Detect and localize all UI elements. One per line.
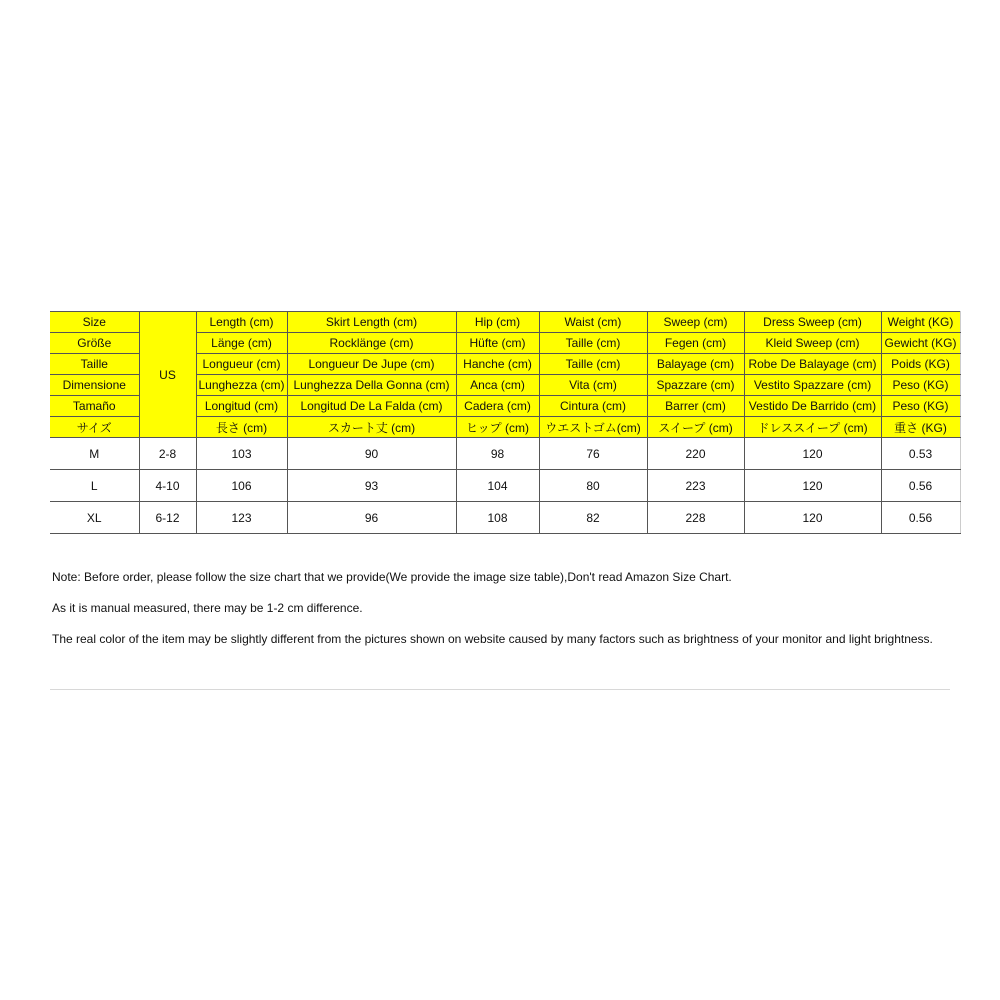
header-cell: Tamaño xyxy=(50,396,139,417)
header-cell: Lunghezza Della Gonna (cm) xyxy=(287,375,456,396)
header-cell: Longueur De Jupe (cm) xyxy=(287,354,456,375)
header-cell: Taille xyxy=(50,354,139,375)
header-cell: Dress Sweep (cm) xyxy=(744,312,881,333)
header-cell: Barrer (cm) xyxy=(647,396,744,417)
header-cell: 長さ (cm) xyxy=(196,417,287,438)
header-cell: スカート丈 (cm) xyxy=(287,417,456,438)
header-cell: Robe De Balayage (cm) xyxy=(744,354,881,375)
header-cell: Größe xyxy=(50,333,139,354)
header-row-en xyxy=(50,312,960,333)
header-cell: Dimensione xyxy=(50,375,139,396)
table-cell: 106 xyxy=(196,470,287,502)
header-cell: Hanche (cm) xyxy=(456,354,539,375)
header-cell: ウエストゴム(cm) xyxy=(539,417,647,438)
header-cell: Waist (cm) xyxy=(539,312,647,333)
header-cell: Spazzare (cm) xyxy=(647,375,744,396)
header-cell: Size xyxy=(50,312,139,333)
note-text: As it is manual measured, there may be 1-2 cm difference. xyxy=(52,601,363,615)
header-cell: ドレススイープ (cm) xyxy=(744,417,881,438)
table-cell: 76 xyxy=(539,438,647,470)
header-cell: Peso (KG) xyxy=(881,375,960,396)
table-cell: 223 xyxy=(647,470,744,502)
table-cell: 90 xyxy=(287,438,456,470)
us-header-cell: US xyxy=(139,312,196,438)
header-cell: Fegen (cm) xyxy=(647,333,744,354)
header-cell: Longueur (cm) xyxy=(196,354,287,375)
table-cell: 6-12 xyxy=(139,502,196,534)
size-chart-table xyxy=(50,311,961,534)
notes-section xyxy=(52,570,952,663)
header-cell: スイープ (cm) xyxy=(647,417,744,438)
table-cell: 96 xyxy=(287,502,456,534)
table-cell: 0.56 xyxy=(881,502,960,534)
header-cell: Length (cm) xyxy=(196,312,287,333)
table-cell: 0.53 xyxy=(881,438,960,470)
header-cell: Gewicht (KG) xyxy=(881,333,960,354)
header-cell: Peso (KG) xyxy=(881,396,960,417)
table-row xyxy=(50,470,960,502)
header-cell: Poids (KG) xyxy=(881,354,960,375)
table-cell: 103 xyxy=(196,438,287,470)
table-cell: 80 xyxy=(539,470,647,502)
header-cell: Lunghezza (cm) xyxy=(196,375,287,396)
note-text: Note: Before order, please follow the size chart that we provide(We provide the image size table),Don't read Amazon Size Chart. xyxy=(52,570,732,584)
header-cell: Vestito Spazzare (cm) xyxy=(744,375,881,396)
header-cell: Vestido De Barrido (cm) xyxy=(744,396,881,417)
table-cell: 4-10 xyxy=(139,470,196,502)
header-cell: サイズ xyxy=(50,417,139,438)
header-cell: Skirt Length (cm) xyxy=(287,312,456,333)
table-cell: 98 xyxy=(456,438,539,470)
divider xyxy=(50,689,950,690)
table-cell: 220 xyxy=(647,438,744,470)
table-cell: 0.56 xyxy=(881,470,960,502)
table-row xyxy=(50,438,960,470)
header-cell: Taille (cm) xyxy=(539,333,647,354)
table-cell: 120 xyxy=(744,470,881,502)
table-row xyxy=(50,502,960,534)
table-cell: 2-8 xyxy=(139,438,196,470)
header-cell: Balayage (cm) xyxy=(647,354,744,375)
header-cell: Vita (cm) xyxy=(539,375,647,396)
header-cell: Anca (cm) xyxy=(456,375,539,396)
header-cell: Hip (cm) xyxy=(456,312,539,333)
table-cell: M xyxy=(50,438,139,470)
table-cell: 104 xyxy=(456,470,539,502)
table-cell: 93 xyxy=(287,470,456,502)
table-cell: 120 xyxy=(744,502,881,534)
header-cell: Cintura (cm) xyxy=(539,396,647,417)
table-cell: L xyxy=(50,470,139,502)
table-cell: 82 xyxy=(539,502,647,534)
header-cell: Taille (cm) xyxy=(539,354,647,375)
header-cell: Rocklänge (cm) xyxy=(287,333,456,354)
header-cell: 重さ (KG) xyxy=(881,417,960,438)
header-cell: ヒップ (cm) xyxy=(456,417,539,438)
header-cell: Cadera (cm) xyxy=(456,396,539,417)
table-cell: 120 xyxy=(744,438,881,470)
table-cell: 228 xyxy=(647,502,744,534)
table-cell: 123 xyxy=(196,502,287,534)
table-cell: XL xyxy=(50,502,139,534)
table-cell: 108 xyxy=(456,502,539,534)
header-cell: Kleid Sweep (cm) xyxy=(744,333,881,354)
header-cell: Longitud (cm) xyxy=(196,396,287,417)
header-cell: Länge (cm) xyxy=(196,333,287,354)
header-cell: Sweep (cm) xyxy=(647,312,744,333)
header-cell: Hüfte (cm) xyxy=(456,333,539,354)
header-cell: Weight (KG) xyxy=(881,312,960,333)
header-cell: Longitud De La Falda (cm) xyxy=(287,396,456,417)
note-text: The real color of the item may be slightly different from the pictures shown on website caused by many factors such as brightness of your monitor and light brightness. xyxy=(52,632,933,646)
